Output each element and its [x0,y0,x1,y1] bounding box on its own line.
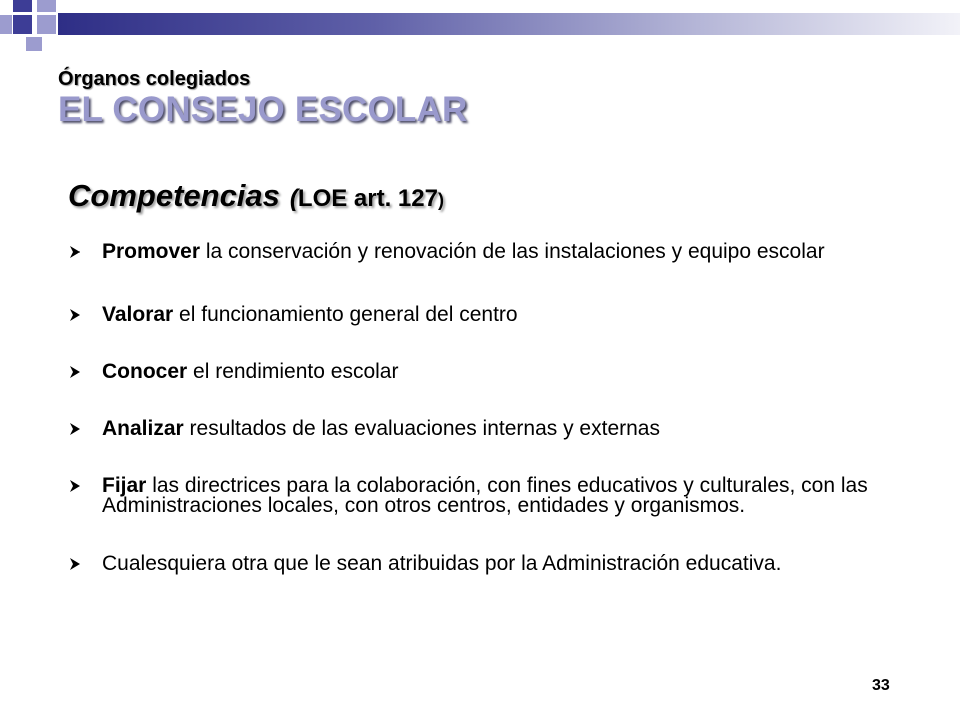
decor-square-light-bottom [26,37,42,51]
page-number: 33 [872,677,890,694]
bullet-text: el rendimiento escolar [187,360,399,383]
bullet-keyword: Analizar [102,417,184,440]
arrow-bullet-icon [68,557,82,571]
arrow-bullet-icon [68,365,82,379]
arrow-bullet-icon [68,422,82,436]
bullet-keyword: Valorar [102,303,174,326]
bullet-keyword: Conocer [102,360,188,383]
arrow-bullet-icon [68,308,82,322]
list-item [62,242,902,262]
list-item [62,362,902,382]
decor-square-light-top [37,0,56,12]
slide-subtitle: Órganos colegiados [58,68,251,90]
section-heading-main: Competencias [68,178,280,213]
list-item [62,476,902,516]
slide-title: EL CONSEJO ESCOLAR [58,90,468,129]
bullet-keyword: Fijar [102,474,147,497]
bullet-text: la conservación y renovación de las instalaciones y equipo escolar [200,240,825,263]
bullet-text: las directrices para la colaboración, con fines educativos y culturales, con las Administraciones locales, con otros centros, entidades y organismos. [102,474,868,517]
bullet-text: resultados de las evaluaciones internas y externas [183,417,660,440]
header-gradient-bar [58,13,960,35]
section-heading-paren-close: ) [437,190,444,210]
bullet-text: el funcionamiento general del centro [173,303,518,326]
list-item [62,419,902,439]
list-item [62,305,902,325]
section-heading-paren-open: ( [289,185,298,212]
competencias-list [62,242,902,574]
decor-square-light-mid [37,15,56,34]
arrow-bullet-icon [68,245,82,259]
list-item [62,554,902,574]
decor-square-dark-top [13,0,32,12]
decor-square-dark-mid [13,15,32,34]
bullet-keyword: Promover [102,240,201,263]
section-heading [68,178,444,214]
section-heading-reference: LOE art. 127 [297,185,438,212]
arrow-bullet-icon [68,479,82,493]
bullet-text: Cualesquiera otra que le sean atribuidas por la Administración educativa. [102,552,782,575]
title-block [58,68,467,129]
decor-square-light-left [0,15,12,34]
